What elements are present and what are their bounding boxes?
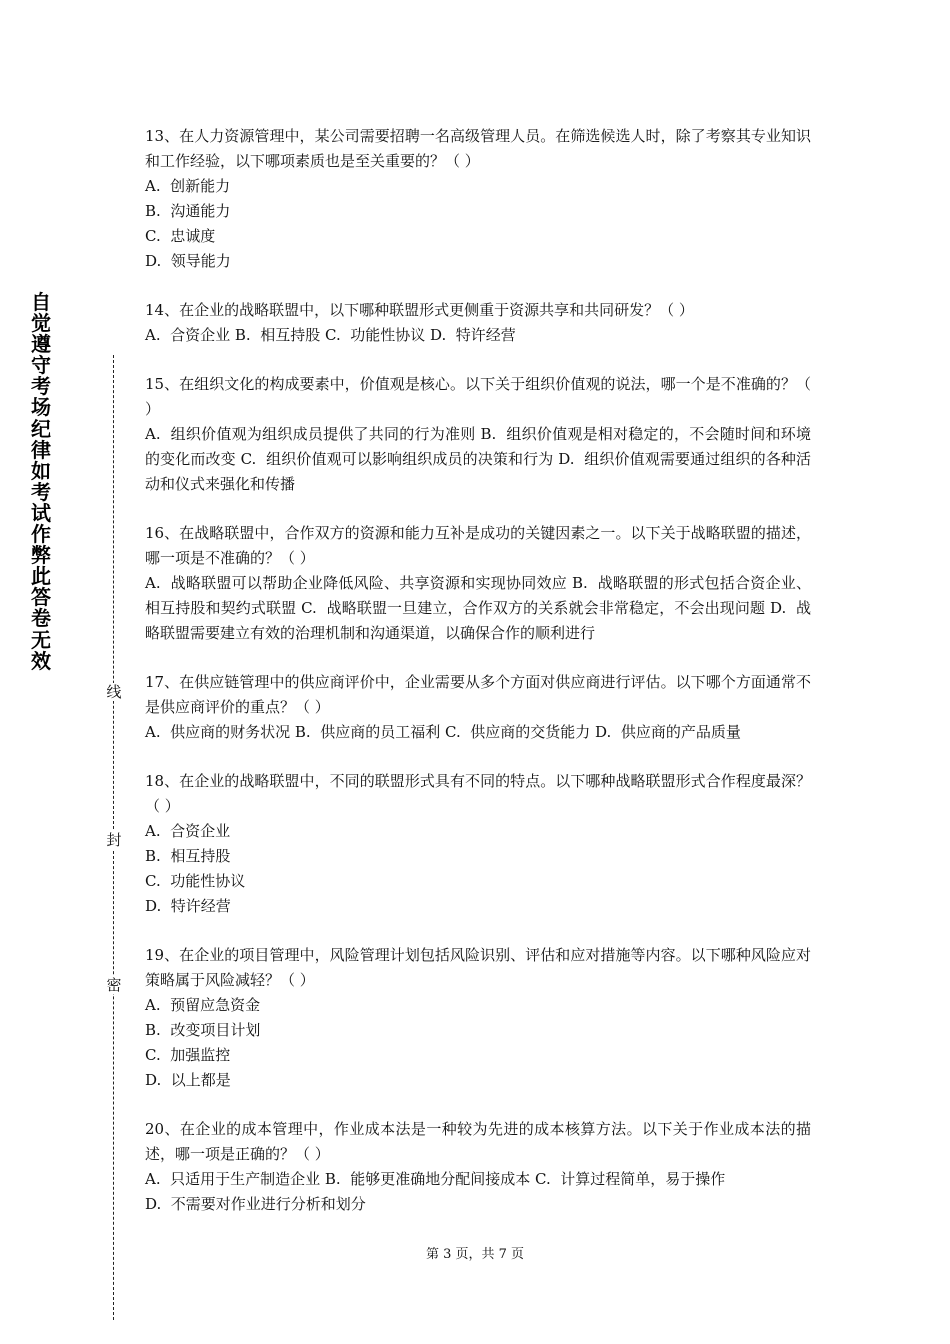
cut-label-line: 线 [104,683,124,701]
question-stem: 19、在企业的项目管理中，风险管理计划包括风险识别、评估和应对措施等内容。以下哪种风险应对策略属于风险减轻？（ ） [145,946,811,989]
options-inline: A. 供应商的财务状况 B. 供应商的员工福利 C. 供应商的交货能力 D. 供应商的产品质量 [145,723,741,741]
option-a: A. 创新能力 [145,177,231,195]
question-14 [145,298,811,348]
warning-char: 效 [31,648,51,673]
option-d: D. 特许经营 [145,897,231,915]
option-b: B. 改变项目计划 [145,1021,261,1039]
question-stem: 18、在企业的战略联盟中，不同的联盟形式具有不同的特点。以下哪种战略联盟形式合作程度最深？（ ） [145,772,811,815]
question-stem: 15、在组织文化的构成要素中，价值观是核心。以下关于组织价值观的说法，哪一个是不准确的？（ ） [145,375,811,418]
question-18 [145,769,811,919]
question-stem: 20、在企业的成本管理中，作业成本法是一种较为先进的成本核算方法。以下关于作业成本法的描述，哪一项是正确的？（ ） [145,1120,811,1163]
warning-char: 答 [31,585,51,610]
warning-char: 守 [31,353,51,378]
option-b: B. 相互持股 [145,847,231,865]
option-c: C. 加强监控 [145,1046,231,1064]
cut-label-seal: 封 [104,831,124,849]
question-19 [145,943,811,1093]
warning-char: 作 [31,522,51,547]
cut-label-secret: 密 [104,976,124,994]
options-inline: A. 只适用于生产制造企业 B. 能够更准确地分配间接成本 C. 计算过程简单，易于操作 [145,1170,726,1188]
warning-char: 此 [31,564,51,589]
question-20 [145,1117,811,1217]
warning-char: 如 [31,458,51,483]
question-stem: 16、在战略联盟中，合作双方的资源和能力互补是成功的关键因素之一。以下关于战略联盟的描述，哪一项是不准确的？（ ） [145,524,811,567]
question-16 [145,521,811,646]
warning-char: 觉 [31,311,51,336]
option-d: D. 以上都是 [145,1071,231,1089]
warning-char: 无 [31,627,51,652]
exam-discipline-warning [28,292,54,672]
question-stem: 14、在企业的战略联盟中，以下哪种联盟形式更侧重于资源共享和共同研发？（ ） [145,301,694,319]
warning-char: 考 [31,479,51,504]
warning-char: 弊 [31,543,51,568]
option-c: C. 功能性协议 [145,872,246,890]
warning-char: 律 [31,437,51,462]
option-c: C. 忠诚度 [145,227,216,245]
warning-char: 试 [31,500,51,525]
question-stem: 13、在人力资源管理中，某公司需要招聘一名高级管理人员。在筛选候选人时，除了考察其专业知识和工作经验，以下哪项素质也是至关重要的？（ ） [145,127,811,170]
question-list [145,124,811,1241]
warning-char: 考 [31,374,51,399]
option-a: A. 合资企业 [145,822,231,840]
question-17 [145,670,811,745]
question-13 [145,124,811,274]
options-inline: A. 组织价值观为组织成员提供了共同的行为准则 B. 组织价值观是相对稳定的，不会随时间和环境的变化而改变 C. 组织价值观可以影响组织成员的决策和行为 D. 组织价值观需要通过组织的各种活动和仪式来强化和传播 [145,425,811,493]
options-inline: A. 合资企业 B. 相互持股 C. 功能性协议 D. 特许经营 [145,326,516,344]
option-d: D. 不需要对作业进行分析和划分 [145,1195,366,1213]
option-a: A. 预留应急资金 [145,996,261,1014]
warning-char: 遵 [31,332,51,357]
warning-char: 自 [31,290,51,314]
warning-char: 场 [31,395,51,420]
question-15 [145,372,811,497]
warning-char: 纪 [31,416,51,441]
option-b: B. 沟通能力 [145,202,231,220]
option-d: D. 领导能力 [145,252,231,270]
options-inline: A. 战略联盟可以帮助企业降低风险、共享资源和实现协同效应 B. 战略联盟的形式包括合资企业、相互持股和契约式联盟 C. 战略联盟一旦建立，合作双方的关系就会非常稳定，不会出现问题 D. 战略联盟需要建立有效的治理机制和沟通渠道，以确保合作的顺利进行 [145,574,811,642]
page-footer: 第 3 页，共 7 页 [425,1247,525,1262]
warning-char: 卷 [31,606,51,631]
question-stem: 17、在供应链管理中的供应商评价中，企业需要从多个方面对供应商进行评估。以下哪个方面通常不是供应商评价的重点？（ ） [145,673,811,716]
